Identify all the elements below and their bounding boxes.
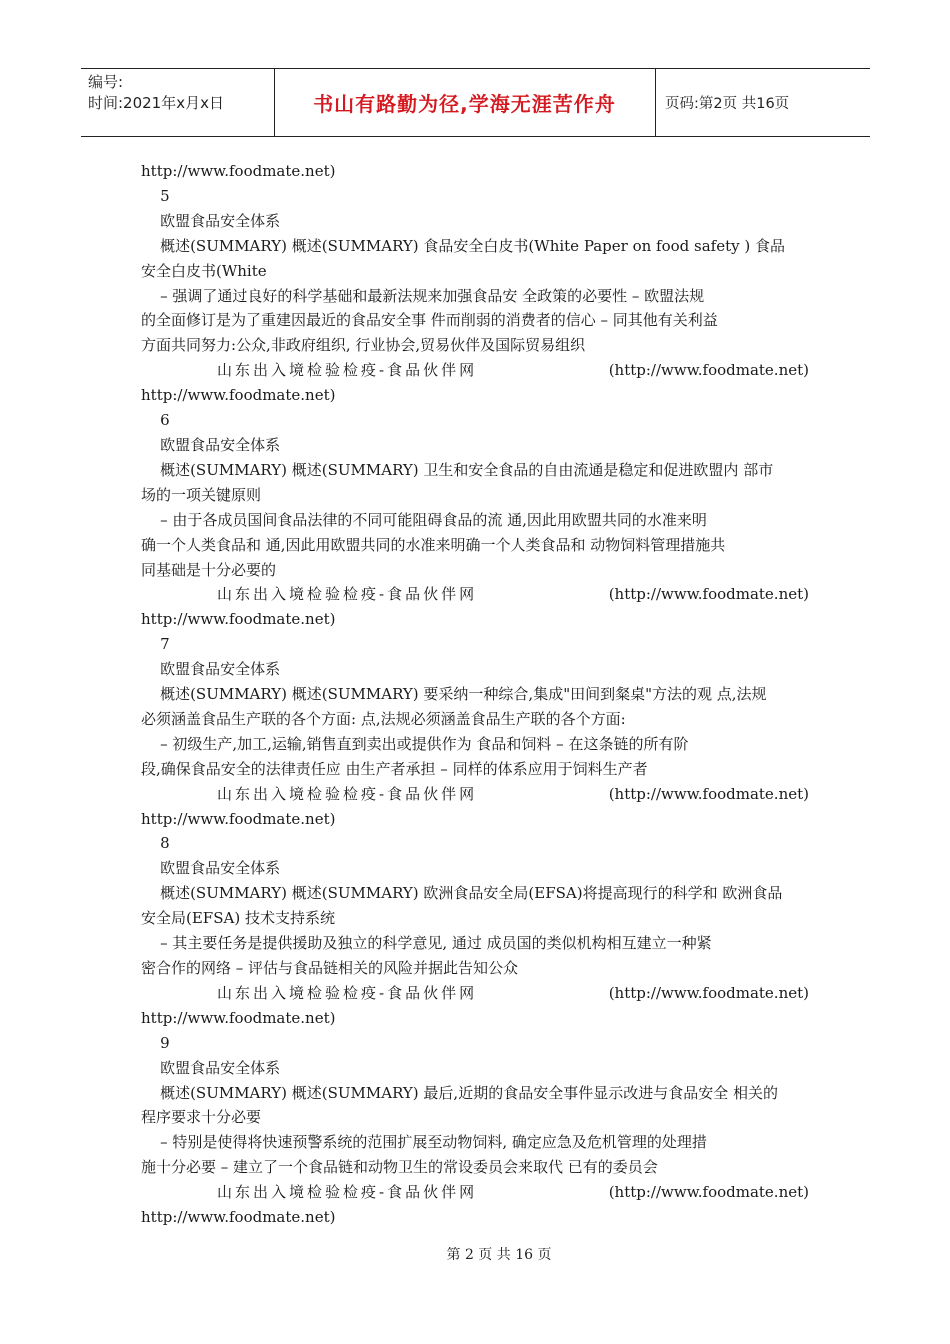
document-body <box>141 159 809 1230</box>
text-line: – 强调了通过良好的科学基础和最新法规来加强食品安 全政策的必要性 – 欧盟法规 <box>141 286 705 305</box>
text-line: 概述(SUMMARY) 概述(SUMMARY) 要采纳一种综合,集成"田间到粲桌"方法的观 点,法规 <box>141 685 767 704</box>
source-org: 山东出入境检验检疫-食品伙伴网 <box>217 361 478 380</box>
text-line: 5 <box>141 186 170 205</box>
text-line: 9 <box>141 1033 170 1052</box>
text-line: 必须涵盖食品生产联的各个方面: 点,法规必须涵盖食品生产联的各个方面: <box>141 709 626 728</box>
text-line: 程序要求十分必要 <box>141 1108 262 1127</box>
header-meta <box>88 72 268 114</box>
text-line: 欧盟食品安全体系 <box>141 435 281 454</box>
text-line: – 其主要任务是提供援助及独立的科学意见, 通过 成员国的类似机构相互建立一种紧 <box>141 934 712 953</box>
text-line: 段,确保食品安全的法律责任应 由生产者承担 – 同样的体系应用于饲料生产者 <box>141 759 648 778</box>
text-line: http://www.foodmate.net) <box>141 386 336 405</box>
text-line: 6 <box>141 411 170 430</box>
text-line: 方面共同努力:公众,非政府组织, 行业协会,贸易伙伴及国际贸易组织 <box>141 336 586 355</box>
header-page-number: 页码:第2页 共16页 <box>665 96 790 112</box>
text-line: – 初级生产,加工,运输,销售直到卖出或提供作为 食品和饲料 – 在这条链的所有阶 <box>141 734 689 753</box>
text-line: http://www.foodmate.net) <box>141 1008 336 1027</box>
source-url: (http://www.foodmate.net) <box>608 983 809 1002</box>
text-line: http://www.foodmate.net) <box>141 162 336 180</box>
header-number: 编号: <box>88 73 124 91</box>
text-line: 概述(SUMMARY) 概述(SUMMARY) 食品安全白皮书(White Paper on food safety ) 食品 <box>141 236 786 255</box>
source-org: 山东出入境检验检疫-食品伙伴网 <box>217 983 478 1002</box>
text-line: 7 <box>141 635 170 654</box>
source-url: (http://www.foodmate.net) <box>608 585 809 604</box>
text-line: 确一个人类食品和 通,因此用欧盟共同的水准来明确一个人类食品和 动物饲料管理措施共 <box>141 535 726 554</box>
text-line: 概述(SUMMARY) 概述(SUMMARY) 卫生和安全食品的自由流通是稳定和促进欧盟内 部市 <box>141 460 774 479</box>
text-line: http://www.foodmate.net) <box>141 610 336 629</box>
text-line: 概述(SUMMARY) 概述(SUMMARY) 最后,近期的食品安全事件显示改进与食品安全 相关的 <box>141 1083 778 1102</box>
page-header <box>81 68 870 137</box>
source-line <box>141 358 809 383</box>
text-line: 欧盟食品安全体系 <box>141 211 281 230</box>
page-footer: 第 2 页 共 16 页 <box>446 1247 552 1263</box>
text-line: 欧盟食品安全体系 <box>141 660 281 679</box>
header-motto: 书山有路勤为径,学海无涯苦作舟 <box>313 92 616 116</box>
text-line: 同基础是十分必要的 <box>141 560 277 579</box>
source-org: 山东出入境检验检疫-食品伙伴网 <box>217 585 478 604</box>
text-line: 场的一项关键原则 <box>141 485 262 504</box>
source-url: (http://www.foodmate.net) <box>608 361 809 380</box>
source-line <box>141 782 809 807</box>
text-line: 施十分必要 – 建立了一个食品链和动物卫生的常设委员会来取代 已有的委员会 <box>141 1158 658 1177</box>
source-org: 山东出入境检验检疫-食品伙伴网 <box>217 784 478 803</box>
text-line: 安全白皮书(White <box>141 261 267 280</box>
text-line: – 由于各成员国间食品法律的不同可能阻碍食品的流 通,因此用欧盟共同的水准来明 <box>141 510 707 529</box>
text-line: – 特别是使得将快速预警系统的范围扩展至动物饲料, 确定应急及危机管理的处理措 <box>141 1133 707 1152</box>
text-line: 概述(SUMMARY) 概述(SUMMARY) 欧洲食品安全局(EFSA)将提高现行的科学和 欧洲食品 <box>141 884 783 903</box>
source-org: 山东出入境检验检疫-食品伙伴网 <box>217 1183 478 1202</box>
text-line: 8 <box>141 834 170 853</box>
source-line <box>141 582 809 607</box>
text-line: 的全面修订是为了重建因最近的食品安全事 件而削弱的消费者的信心 – 同其他有关利益 <box>141 311 718 330</box>
text-line: 欧盟食品安全体系 <box>141 859 281 878</box>
text-line: http://www.foodmate.net) <box>141 1208 336 1227</box>
source-line <box>141 981 809 1006</box>
header-time: 时间:2021年x月x日 <box>88 94 224 112</box>
text-line: 密合作的网络 – 评估与食品链相关的风险并据此告知公众 <box>141 959 519 977</box>
source-line <box>141 1180 809 1205</box>
text-line: 欧盟食品安全体系 <box>141 1058 281 1077</box>
text-line: 安全局(EFSA) 技术支持系统 <box>141 909 335 928</box>
source-url: (http://www.foodmate.net) <box>608 784 809 803</box>
source-url: (http://www.foodmate.net) <box>608 1183 809 1202</box>
text-line: http://www.foodmate.net) <box>141 809 336 828</box>
